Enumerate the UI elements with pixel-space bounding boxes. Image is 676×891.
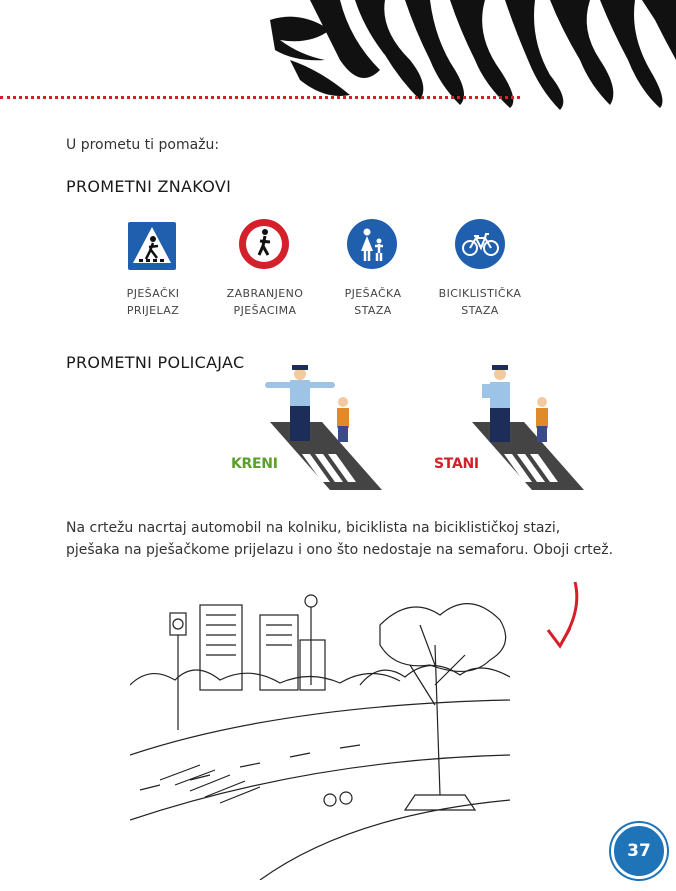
police-stop-illustration	[462, 362, 587, 495]
page-number-badge	[611, 823, 667, 879]
sign-bicycle-path	[453, 217, 513, 281]
zebra-stripes-decoration	[270, 0, 676, 110]
street-coloring-scene	[130, 585, 510, 880]
page-number: 37	[627, 841, 651, 861]
sign-label-pedestrian-path: PJEŠAČKA STAZA	[344, 287, 402, 317]
police-go-illustration	[260, 362, 385, 495]
pedestrian-crossing-icon	[125, 217, 185, 277]
sign-label-no-pedestrians: ZABRANJENO PJEŠACIMA	[226, 287, 304, 317]
sign-pedestrian-crossing	[125, 217, 185, 281]
instruction-text	[66, 517, 626, 561]
dotted-divider	[0, 96, 520, 99]
sign-pedestrian-path	[345, 217, 405, 281]
sign-no-pedestrians	[237, 217, 297, 281]
sign-label-bicycle-path: BICIKLISTIČKA STAZA	[438, 287, 522, 317]
police-heading: PROMETNI POLICAJAC	[66, 353, 245, 372]
pedestrian-path-icon	[345, 217, 405, 277]
sign-label-pedestrian-crossing: PJEŠAČKI PRIJELAZ	[126, 287, 180, 317]
bicycle-path-icon	[453, 217, 513, 277]
stop-label: STANI	[434, 456, 479, 472]
no-pedestrians-icon	[237, 217, 297, 277]
go-label: KRENI	[231, 456, 278, 472]
arrow-down-icon	[540, 580, 590, 660]
signs-heading: PROMETNI ZNAKOVI	[66, 177, 232, 196]
instruction-line-2: pješaka na pješačkome prijelazu i ono što nedostaje na semaforu. Oboji crtež.	[66, 542, 614, 558]
intro-text: U prometu ti pomažu:	[66, 137, 220, 153]
instruction-line-1: Na crtežu nacrtaj automobil na kolniku, biciklista na biciklističkoj stazi,	[66, 520, 561, 536]
